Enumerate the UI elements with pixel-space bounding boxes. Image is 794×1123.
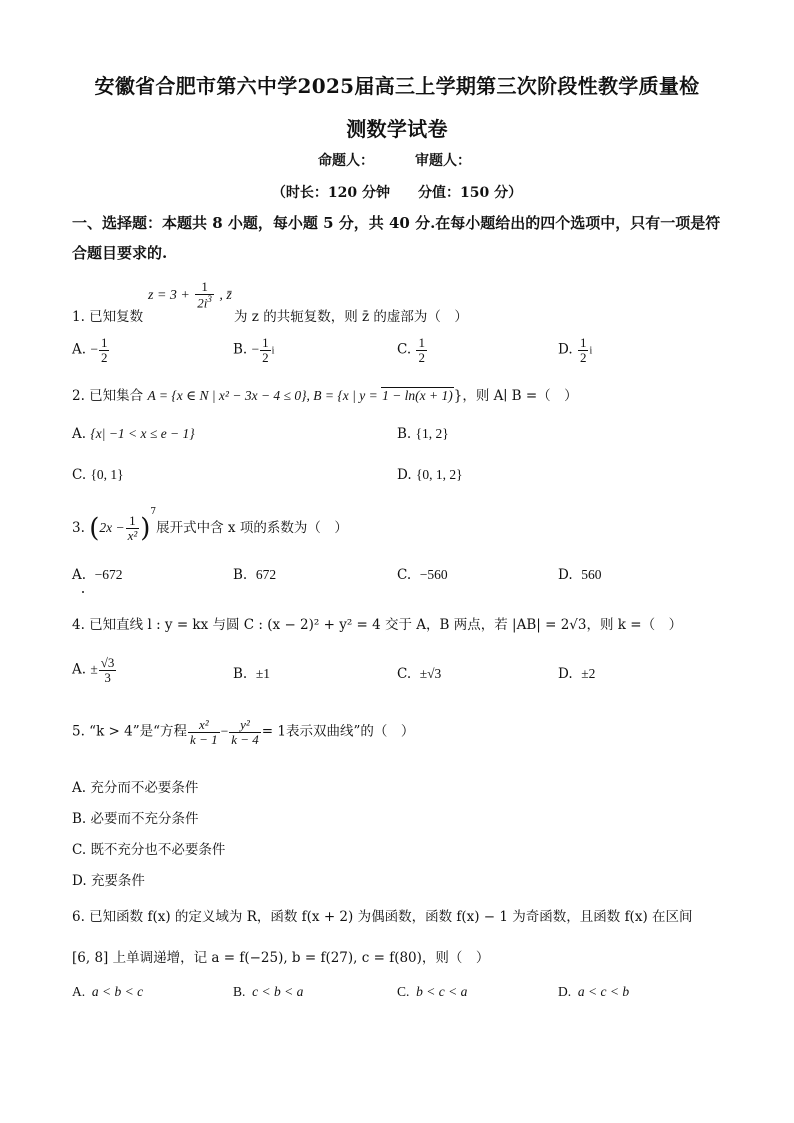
- option-text: −672: [94, 567, 123, 582]
- option-text: {1, 2}: [415, 426, 449, 441]
- option-text: {0, 1}: [90, 467, 124, 482]
- question-2-sets: A = {x ∈ N | x² − 3x − 4 ≤ 0}, B = {x | y =: [147, 388, 382, 403]
- option-text: ±1: [255, 666, 270, 681]
- option-text: 672: [255, 567, 277, 582]
- question-6-option-d: [558, 984, 629, 1000]
- option-text: 充分而不必要条件: [90, 780, 199, 796]
- option-text: ±2: [581, 666, 596, 681]
- section-heading: 一、选择题：本题共 8 小题，每小题 5 分，共 40 分.在每小题给出的四个选项中，只有一项是符合题目要求的.: [72, 214, 721, 262]
- question-4-option-d: [558, 666, 595, 682]
- question-1-conj: , z̄: [219, 287, 232, 303]
- option-text: 既不充分也不必要条件: [90, 842, 226, 858]
- question-3-power: 7: [150, 507, 157, 517]
- question-3-option-a: [72, 567, 123, 583]
- reviewer-label: 审题人：: [415, 153, 471, 169]
- option-frac-den: 2: [418, 349, 425, 365]
- option-label: D.: [558, 666, 573, 682]
- question-6-option-a: [72, 984, 143, 1000]
- question-2-option-d: [397, 467, 463, 483]
- option-label: D.: [72, 873, 87, 889]
- question-2-option-c: [72, 467, 124, 483]
- option-text: ±: [90, 661, 98, 677]
- question-3-number: 3.: [72, 520, 85, 536]
- option-label: B.: [233, 567, 248, 583]
- option-text: a < b < c: [91, 984, 144, 999]
- question-4-stem: 4. 已知直线 l : y = kx 与圆 C : (x − 2)² + y² = 4 交于 A，B 两点，若 |AB| = 2√3，则 k =（ ）: [72, 617, 683, 633]
- question-1-option-c: [397, 336, 428, 364]
- option-label: A.: [72, 780, 87, 796]
- question-5-option-c: [72, 838, 225, 858]
- stray-dot: [82, 591, 84, 593]
- question-1-formula: [148, 280, 232, 310]
- question-6-option-b: [233, 984, 303, 1000]
- question-5-frac1-num: x²: [188, 718, 220, 733]
- question-1-frac-num: 1: [195, 280, 214, 295]
- question-1-z-expr: z = 3 +: [148, 287, 190, 303]
- option-label: B.: [233, 984, 246, 999]
- question-4-option-b: [233, 666, 270, 682]
- option-text: 必要而不充分条件: [90, 811, 199, 827]
- option-label: D.: [397, 467, 412, 483]
- option-text: {x| −1 < x ≤ e − 1}: [90, 426, 195, 441]
- option-frac-num: 1: [262, 335, 269, 350]
- option-text: {0, 1, 2}: [415, 467, 463, 482]
- question-3-option-b: [233, 567, 276, 583]
- question-5-frac1-den: k − 1: [190, 731, 218, 747]
- question-2-ask: }，则 A∣ B =（ ）: [453, 388, 578, 404]
- option-suffix: i: [589, 345, 593, 357]
- question-5-frac2-den: k − 4: [231, 731, 259, 747]
- question-2-sqrt: 1 − ln(x + 1): [382, 388, 453, 403]
- option-label: A.: [72, 661, 87, 678]
- setter-label: 命题人：: [318, 153, 374, 169]
- question-1-frac-den: 2i: [197, 294, 208, 310]
- option-sign: −: [90, 341, 98, 357]
- option-label: A.: [72, 426, 87, 442]
- option-frac-den: 2: [100, 349, 108, 365]
- question-3-stem: 3. (2x − $\frac{1}{\text{x²}}$ )$^7$展开式中含 x 项的系数为（ ）: [72, 507, 348, 544]
- question-4-option-c: [397, 666, 441, 682]
- option-suffix: i: [271, 345, 275, 357]
- question-1-option-b: [233, 336, 274, 364]
- question-6-option-c: [397, 984, 467, 1000]
- question-5-intro: 5. “k > 4”是“方程: [72, 723, 188, 740]
- option-label: C.: [72, 842, 87, 858]
- question-3-option-c: [397, 567, 448, 583]
- question-2-option-a: [72, 426, 195, 442]
- question-1-number: 1. 已知复数: [72, 309, 144, 325]
- option-label: B.: [72, 811, 87, 827]
- option-label: A.: [72, 567, 87, 583]
- option-frac-num: 1: [100, 335, 108, 350]
- option-label: D.: [558, 341, 573, 358]
- option-label: D.: [558, 567, 573, 583]
- option-text: 充要条件: [90, 873, 145, 889]
- option-label: C.: [397, 984, 410, 999]
- question-5-frac2-num: y²: [229, 718, 261, 733]
- question-2-option-b: [397, 426, 449, 442]
- option-label: A.: [72, 984, 86, 999]
- option-label: C.: [397, 666, 412, 682]
- question-1-option-d: [558, 336, 592, 364]
- question-5-option-a: [72, 776, 198, 796]
- option-frac-num: 1: [579, 335, 587, 350]
- option-sign: −: [251, 341, 260, 357]
- question-5-ask: = 1表示双曲线”的（ ）: [261, 723, 415, 740]
- question-1-stem: 为 z 的共轭复数，则 z̄ 的虚部为（ ）: [234, 309, 468, 325]
- question-6-stem-line-2: [6, 8] 上单调递增，记 a = f(−25), b = f(27), c = f(80)，则（ ）: [72, 950, 490, 966]
- option-text: b < c < a: [416, 984, 468, 999]
- option-label: B.: [233, 341, 248, 358]
- option-label: B.: [233, 666, 248, 682]
- question-1-frac-den-exp: 3: [207, 293, 212, 304]
- question-1-option-a: [72, 336, 110, 364]
- question-5-option-b: [72, 807, 199, 827]
- question-3-ask: 展开式中含 x 项的系数为（ ）: [156, 520, 348, 536]
- option-label: C.: [397, 567, 412, 583]
- question-3-frac-num: 1: [126, 514, 140, 529]
- option-label: B.: [397, 426, 412, 442]
- question-1-fraction: [195, 280, 214, 310]
- option-text: −560: [419, 567, 448, 582]
- question-5-minus: −: [220, 723, 229, 739]
- option-frac-den: 2: [262, 349, 269, 365]
- option-label: C.: [72, 467, 87, 483]
- question-4-option-a: [72, 656, 117, 684]
- option-text: 560: [581, 567, 602, 582]
- option-frac-num: √3: [100, 655, 115, 670]
- option-text: c < b < a: [252, 984, 304, 999]
- question-5-stem: [72, 718, 414, 746]
- option-label: A.: [72, 341, 87, 358]
- option-frac-den: 3: [104, 669, 111, 685]
- question-3-frac-den: x²: [127, 528, 138, 543]
- exam-title-line-2: 测数学试卷: [346, 117, 448, 141]
- option-frac-den: 2: [579, 349, 587, 365]
- question-2-intro: 2. 已知集合: [72, 388, 144, 404]
- question-2-stem: [72, 384, 578, 404]
- question-5-option-d: [72, 869, 145, 889]
- option-text: a < c < b: [577, 984, 630, 999]
- option-text: ±√3: [419, 666, 442, 681]
- question-3-binomial-term: 2x −: [99, 520, 125, 535]
- exam-title-line-1: 安徽省合肥市第六中学2025届高三上学期第三次阶段性教学质量检: [94, 74, 700, 98]
- exam-duration-score: （时长：120 分钟 分值：150 分）: [271, 185, 523, 201]
- option-frac-num: 1: [418, 335, 425, 350]
- option-label: D.: [558, 984, 572, 999]
- question-3-option-d: [558, 567, 601, 583]
- question-6-stem-line-1: 6. 已知函数 f(x) 的定义域为 R，函数 f(x + 2) 为偶函数，函数 f(x) − 1 为奇函数，且函数 f(x) 在区间: [72, 909, 693, 925]
- option-label: C.: [397, 341, 412, 358]
